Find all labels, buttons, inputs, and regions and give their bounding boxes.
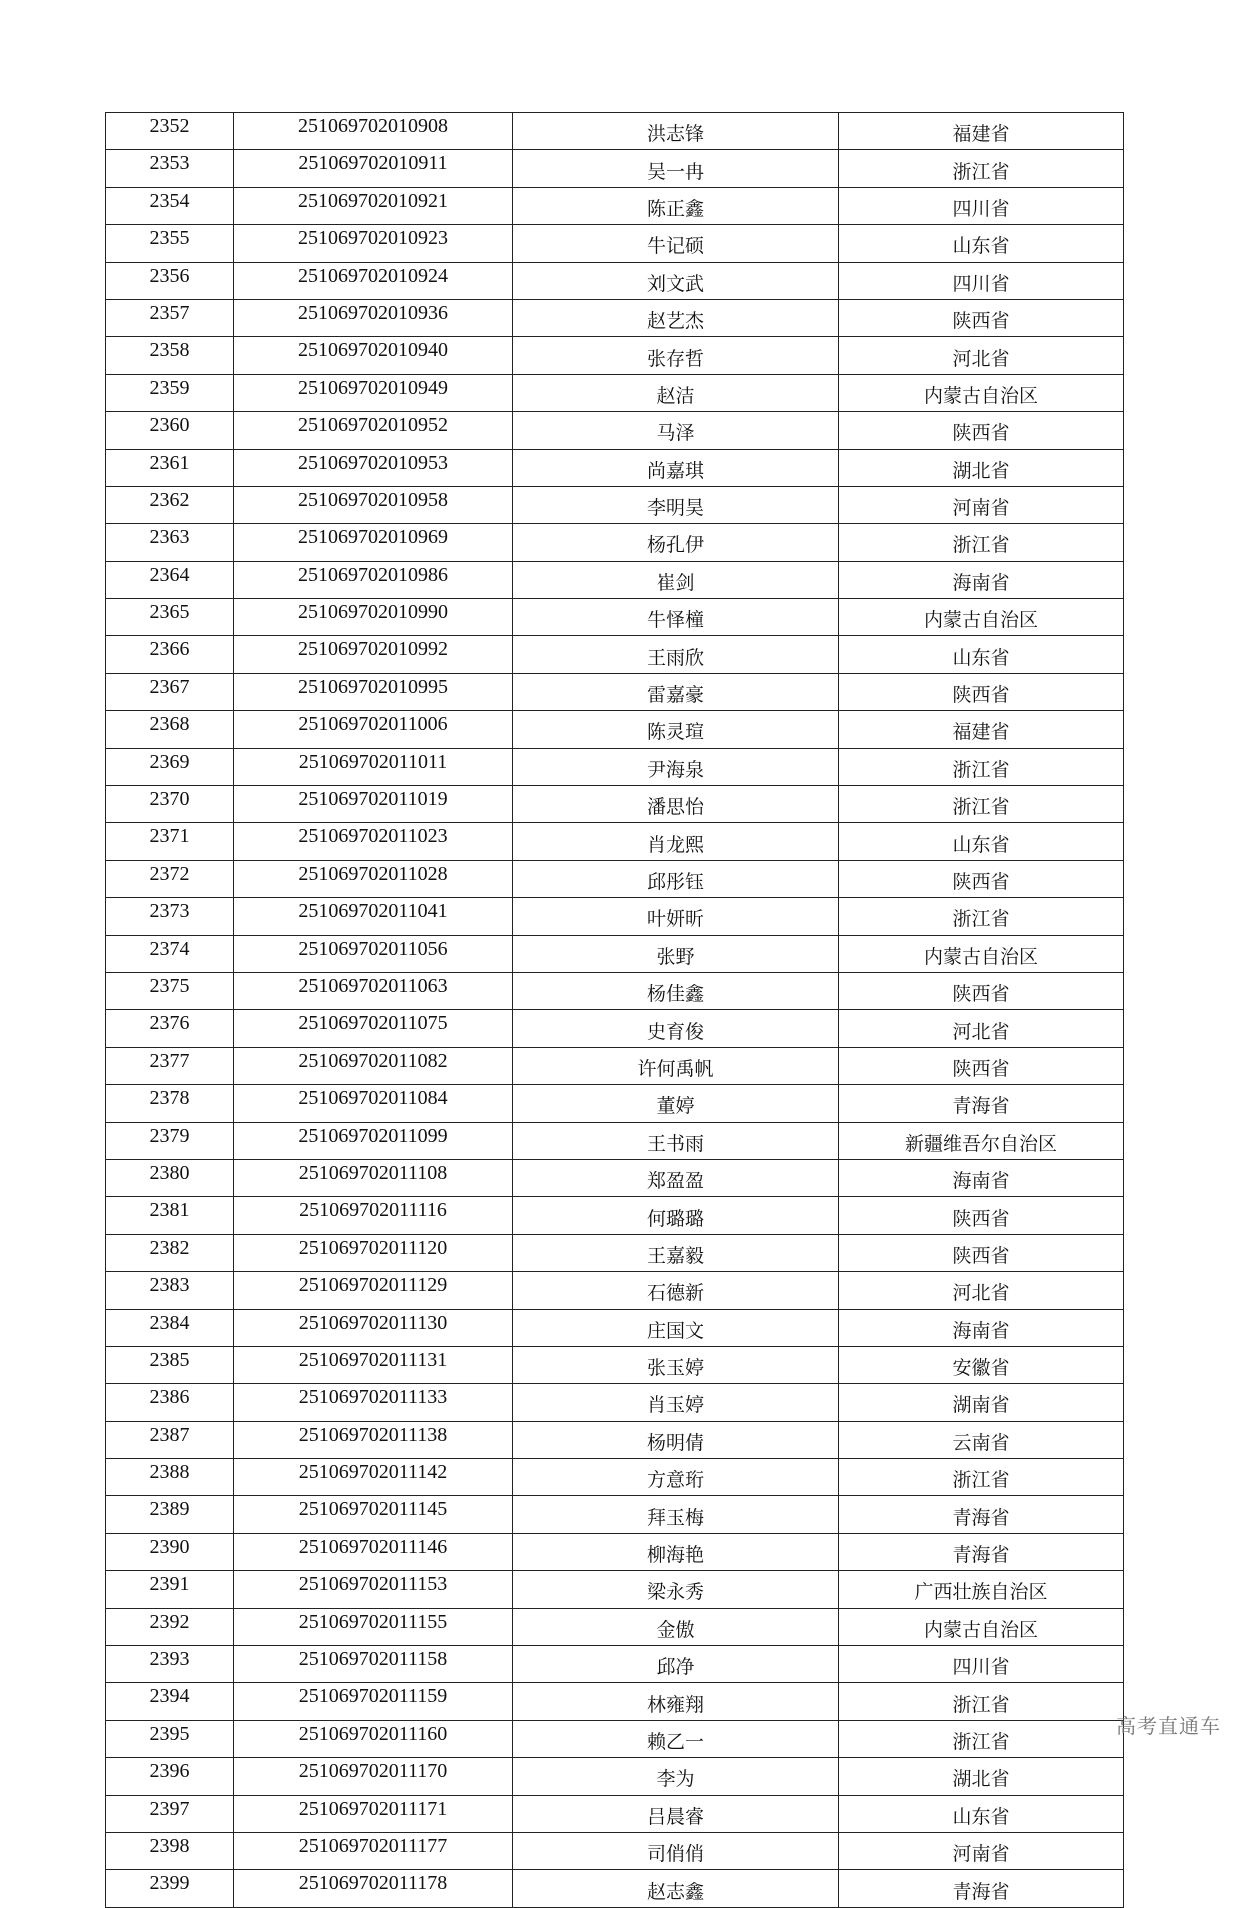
province-cell: 四川省 [839,262,1124,299]
table-row [106,187,1124,224]
exam-number-cell: 251069702011006 [234,711,513,748]
name-cell: 赵志鑫 [513,1870,839,1907]
province-cell: 陕西省 [839,412,1124,449]
province-cell: 青海省 [839,1085,1124,1122]
name-cell: 林雍翔 [513,1683,839,1720]
seq-cell: 2381 [106,1197,234,1234]
table-row [106,898,1124,935]
name-cell: 赖乙一 [513,1720,839,1757]
name-cell: 杨佳鑫 [513,972,839,1009]
exam-number-cell: 251069702011108 [234,1159,513,1196]
table-row [106,935,1124,972]
table-row [106,262,1124,299]
table-row [106,1683,1124,1720]
seq-cell: 2369 [106,748,234,785]
table-row [106,561,1124,598]
seq-cell: 2363 [106,524,234,561]
table-row [106,1309,1124,1346]
table-row [106,1197,1124,1234]
table-row [106,225,1124,262]
exam-number-cell: 251069702011178 [234,1870,513,1907]
name-cell: 王嘉毅 [513,1234,839,1271]
province-cell: 福建省 [839,113,1124,150]
exam-number-cell: 251069702011155 [234,1608,513,1645]
seq-cell: 2353 [106,150,234,187]
table-row [106,1496,1124,1533]
seq-cell: 2354 [106,187,234,224]
province-cell: 新疆维吾尔自治区 [839,1122,1124,1159]
name-cell: 吕晨睿 [513,1795,839,1832]
exam-number-cell: 251069702010923 [234,225,513,262]
table-row [106,1047,1124,1084]
table-row [106,1234,1124,1271]
province-cell: 湖北省 [839,449,1124,486]
seq-cell: 2398 [106,1832,234,1869]
table-row [106,337,1124,374]
province-cell: 浙江省 [839,150,1124,187]
seq-cell: 2373 [106,898,234,935]
province-cell: 陕西省 [839,299,1124,336]
province-cell: 四川省 [839,187,1124,224]
table-row [106,748,1124,785]
table-row [106,972,1124,1009]
name-cell: 梁永秀 [513,1571,839,1608]
table-row [106,636,1124,673]
table-row [106,1832,1124,1869]
province-cell: 海南省 [839,1309,1124,1346]
table-row [106,1122,1124,1159]
province-cell: 河南省 [839,1832,1124,1869]
province-cell: 青海省 [839,1870,1124,1907]
exam-number-cell: 251069702010949 [234,374,513,411]
name-cell: 杨孔伊 [513,524,839,561]
exam-number-cell: 251069702010990 [234,599,513,636]
province-cell: 青海省 [839,1496,1124,1533]
exam-number-cell: 251069702010992 [234,636,513,673]
exam-number-cell: 251069702010924 [234,262,513,299]
name-cell: 拜玉梅 [513,1496,839,1533]
province-cell: 陕西省 [839,1047,1124,1084]
table-row [106,524,1124,561]
seq-cell: 2367 [106,673,234,710]
name-cell: 董婷 [513,1085,839,1122]
province-cell: 山东省 [839,225,1124,262]
province-cell: 陕西省 [839,1197,1124,1234]
name-cell: 许何禹帆 [513,1047,839,1084]
name-cell: 司俏俏 [513,1832,839,1869]
province-cell: 河南省 [839,486,1124,523]
seq-cell: 2391 [106,1571,234,1608]
name-cell: 赵艺杰 [513,299,839,336]
name-cell: 张野 [513,935,839,972]
exam-number-cell: 251069702011019 [234,786,513,823]
seq-cell: 2365 [106,599,234,636]
province-cell: 安徽省 [839,1346,1124,1383]
name-cell: 尚嘉琪 [513,449,839,486]
table-row [106,786,1124,823]
province-cell: 山东省 [839,1795,1124,1832]
name-cell: 马泽 [513,412,839,449]
name-cell: 崔剑 [513,561,839,598]
province-cell: 湖南省 [839,1384,1124,1421]
name-cell: 牛记硕 [513,225,839,262]
seq-cell: 2384 [106,1309,234,1346]
name-cell: 赵洁 [513,374,839,411]
seq-cell: 2368 [106,711,234,748]
table-row [106,1795,1124,1832]
seq-cell: 2383 [106,1272,234,1309]
table-row [106,1608,1124,1645]
exam-number-cell: 251069702010986 [234,561,513,598]
province-cell: 内蒙古自治区 [839,935,1124,972]
exam-number-cell: 251069702011153 [234,1571,513,1608]
name-cell: 叶妍昕 [513,898,839,935]
province-cell: 山东省 [839,823,1124,860]
table-row [106,711,1124,748]
table-row [106,299,1124,336]
table-row [106,150,1124,187]
exam-number-cell: 251069702011084 [234,1085,513,1122]
province-cell: 浙江省 [839,786,1124,823]
province-cell: 海南省 [839,1159,1124,1196]
province-cell: 河北省 [839,1010,1124,1047]
exam-number-cell: 251069702011082 [234,1047,513,1084]
table-row [106,412,1124,449]
name-cell: 吴一冉 [513,150,839,187]
seq-cell: 2355 [106,225,234,262]
exam-number-cell: 251069702011142 [234,1459,513,1496]
exam-number-cell: 251069702011158 [234,1646,513,1683]
exam-number-cell: 251069702011145 [234,1496,513,1533]
exam-number-cell: 251069702010969 [234,524,513,561]
table-row [106,1085,1124,1122]
name-cell: 张存哲 [513,337,839,374]
seq-cell: 2390 [106,1533,234,1570]
exam-number-cell: 251069702010952 [234,412,513,449]
seq-cell: 2385 [106,1346,234,1383]
exam-number-cell: 251069702011063 [234,972,513,1009]
name-cell: 肖玉婷 [513,1384,839,1421]
province-cell: 福建省 [839,711,1124,748]
exam-number-cell: 251069702010908 [234,113,513,150]
province-cell: 河北省 [839,1272,1124,1309]
table-row [106,113,1124,150]
table-row [106,1571,1124,1608]
seq-cell: 2389 [106,1496,234,1533]
seq-cell: 2388 [106,1459,234,1496]
name-cell: 刘文武 [513,262,839,299]
roster-body [106,113,1124,1908]
seq-cell: 2375 [106,972,234,1009]
seq-cell: 2374 [106,935,234,972]
name-cell: 杨明倩 [513,1421,839,1458]
province-cell: 云南省 [839,1421,1124,1458]
table-row [106,1533,1124,1570]
exam-number-cell: 251069702011129 [234,1272,513,1309]
seq-cell: 2358 [106,337,234,374]
table-row [106,1010,1124,1047]
exam-number-cell: 251069702010921 [234,187,513,224]
name-cell: 尹海泉 [513,748,839,785]
exam-number-cell: 251069702010953 [234,449,513,486]
name-cell: 牛怿橦 [513,599,839,636]
seq-cell: 2364 [106,561,234,598]
name-cell: 方意珩 [513,1459,839,1496]
province-cell: 海南省 [839,561,1124,598]
exam-number-cell: 251069702011170 [234,1758,513,1795]
exam-number-cell: 251069702010940 [234,337,513,374]
seq-cell: 2392 [106,1608,234,1645]
seq-cell: 2380 [106,1159,234,1196]
province-cell: 陕西省 [839,673,1124,710]
table-row [106,823,1124,860]
seq-cell: 2366 [106,636,234,673]
name-cell: 肖龙熙 [513,823,839,860]
province-cell: 内蒙古自治区 [839,599,1124,636]
province-cell: 浙江省 [839,1720,1124,1757]
province-cell: 陕西省 [839,972,1124,1009]
name-cell: 雷嘉豪 [513,673,839,710]
table-row [106,1421,1124,1458]
table-row [106,1720,1124,1757]
province-cell: 浙江省 [839,1459,1124,1496]
exam-number-cell: 251069702011120 [234,1234,513,1271]
name-cell: 郑盈盈 [513,1159,839,1196]
exam-number-cell: 251069702011146 [234,1533,513,1570]
name-cell: 石德新 [513,1272,839,1309]
exam-number-cell: 251069702011041 [234,898,513,935]
seq-cell: 2395 [106,1720,234,1757]
seq-cell: 2356 [106,262,234,299]
seq-cell: 2397 [106,1795,234,1832]
name-cell: 潘思怡 [513,786,839,823]
table-row [106,374,1124,411]
seq-cell: 2396 [106,1758,234,1795]
province-cell: 浙江省 [839,748,1124,785]
exam-number-cell: 251069702011133 [234,1384,513,1421]
table-row [106,1159,1124,1196]
seq-cell: 2382 [106,1234,234,1271]
exam-number-cell: 251069702011011 [234,748,513,785]
exam-number-cell: 251069702011075 [234,1010,513,1047]
exam-number-cell: 251069702011056 [234,935,513,972]
exam-number-cell: 251069702011159 [234,1683,513,1720]
province-cell: 四川省 [839,1646,1124,1683]
table-row [106,1646,1124,1683]
province-cell: 广西壮族自治区 [839,1571,1124,1608]
exam-number-cell: 251069702010958 [234,486,513,523]
name-cell: 何璐璐 [513,1197,839,1234]
name-cell: 陈灵瑄 [513,711,839,748]
name-cell: 邱净 [513,1646,839,1683]
seq-cell: 2379 [106,1122,234,1159]
name-cell: 庄国文 [513,1309,839,1346]
province-cell: 浙江省 [839,898,1124,935]
seq-cell: 2372 [106,860,234,897]
seq-cell: 2377 [106,1047,234,1084]
seq-cell: 2352 [106,113,234,150]
roster-table [105,112,1124,1908]
exam-number-cell: 251069702011171 [234,1795,513,1832]
province-cell: 内蒙古自治区 [839,1608,1124,1645]
exam-number-cell: 251069702010936 [234,299,513,336]
seq-cell: 2361 [106,449,234,486]
table-row [106,1758,1124,1795]
exam-number-cell: 251069702011131 [234,1346,513,1383]
table-row [106,599,1124,636]
table-row [106,486,1124,523]
seq-cell: 2394 [106,1683,234,1720]
exam-number-cell: 251069702010995 [234,673,513,710]
name-cell: 张玉婷 [513,1346,839,1383]
seq-cell: 2359 [106,374,234,411]
seq-cell: 2399 [106,1870,234,1907]
name-cell: 金傲 [513,1608,839,1645]
table-row [106,1384,1124,1421]
name-cell: 王书雨 [513,1122,839,1159]
table-row [106,673,1124,710]
seq-cell: 2386 [106,1384,234,1421]
exam-number-cell: 251069702011130 [234,1309,513,1346]
table-row [106,1459,1124,1496]
seq-cell: 2371 [106,823,234,860]
province-cell: 内蒙古自治区 [839,374,1124,411]
seq-cell: 2387 [106,1421,234,1458]
table-row [106,1346,1124,1383]
name-cell: 李为 [513,1758,839,1795]
table-row [106,1272,1124,1309]
exam-number-cell: 251069702011177 [234,1832,513,1869]
seq-cell: 2360 [106,412,234,449]
seq-cell: 2357 [106,299,234,336]
province-cell: 河北省 [839,337,1124,374]
exam-number-cell: 251069702011160 [234,1720,513,1757]
province-cell: 湖北省 [839,1758,1124,1795]
name-cell: 柳海艳 [513,1533,839,1570]
name-cell: 李明昊 [513,486,839,523]
table-row [106,860,1124,897]
exam-number-cell: 251069702011023 [234,823,513,860]
province-cell: 陕西省 [839,860,1124,897]
province-cell: 浙江省 [839,1683,1124,1720]
seq-cell: 2393 [106,1646,234,1683]
province-cell: 山东省 [839,636,1124,673]
name-cell: 王雨欣 [513,636,839,673]
table-row [106,1870,1124,1907]
seq-cell: 2362 [106,486,234,523]
exam-number-cell: 251069702011099 [234,1122,513,1159]
exam-number-cell: 251069702010911 [234,150,513,187]
seq-cell: 2370 [106,786,234,823]
province-cell: 青海省 [839,1533,1124,1570]
watermark: 高考直通车 [1116,1714,1221,1738]
name-cell: 史育俊 [513,1010,839,1047]
name-cell: 邱彤钰 [513,860,839,897]
name-cell: 洪志锋 [513,113,839,150]
name-cell: 陈正鑫 [513,187,839,224]
exam-number-cell: 251069702011028 [234,860,513,897]
province-cell: 浙江省 [839,524,1124,561]
exam-number-cell: 251069702011138 [234,1421,513,1458]
seq-cell: 2376 [106,1010,234,1047]
table-row [106,449,1124,486]
province-cell: 陕西省 [839,1234,1124,1271]
seq-cell: 2378 [106,1085,234,1122]
exam-number-cell: 251069702011116 [234,1197,513,1234]
